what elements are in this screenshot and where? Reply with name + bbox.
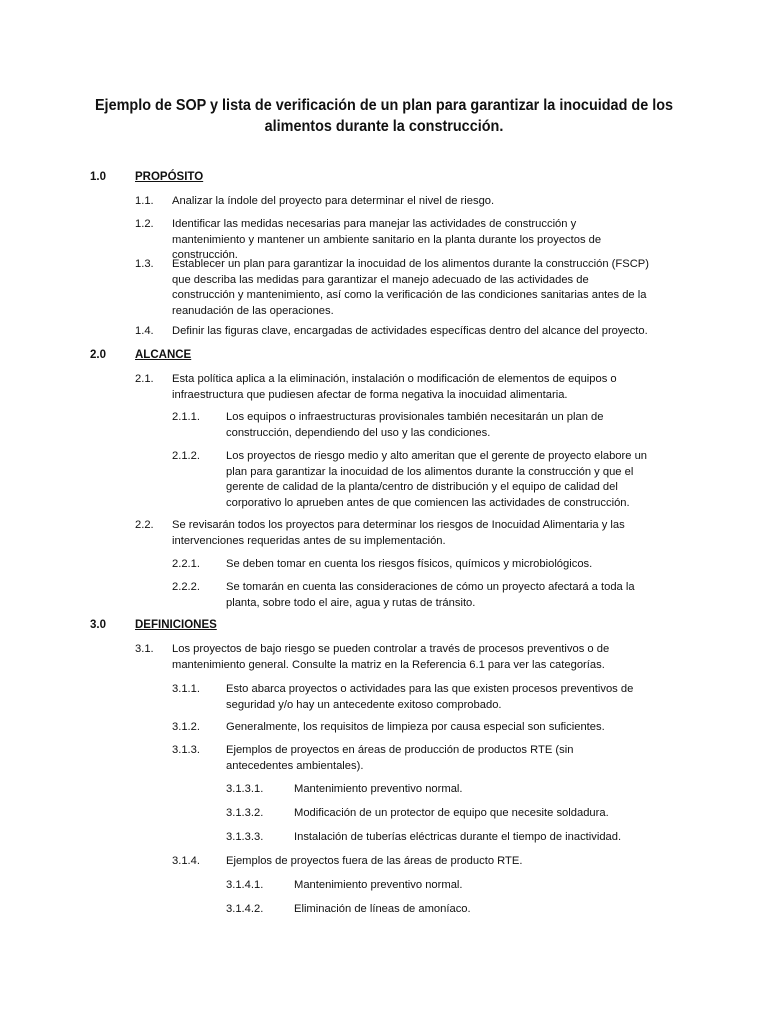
- item-text: Mantenimiento preventivo normal.: [294, 783, 463, 795]
- item-number: 2.1.1.: [172, 411, 200, 423]
- item-text: Los proyectos de riesgo medio y alto ameritan que el gerente de proyecto elabore un plan para garantizar la inocuidad de los alimentos durante la construcción y que el gerente de calidad de la planta/centro de distribución y el equipo de calidad del corporativo lo aprueben antes de que comiencen las actividades de construcción.: [226, 450, 648, 509]
- section-number: 3.0: [90, 619, 106, 631]
- section-number: 2.0: [90, 349, 106, 361]
- item-number: 1.1.: [135, 195, 154, 207]
- item-text: Establecer un plan para garantizar la inocuidad de los alimentos durante la construcción (FSCP) que describa las medidas para garantizar el manejo adecuado de las actividades de construcción y mantenimiento, así como la verificación de las condiciones sanitarias antes de la reanudación de las operaciones.: [172, 258, 649, 317]
- section-title: ALCANCE: [135, 349, 192, 361]
- item-text: Definir las figuras clave, encargadas de actividades específicas dentro del alcance del proyecto.: [172, 325, 648, 337]
- item-text: Instalación de tuberías eléctricas durante el tiempo de inactividad.: [294, 831, 622, 843]
- item-number: 1.3.: [135, 258, 154, 270]
- item-number: 3.1.2.: [172, 721, 200, 733]
- item-text: Los proyectos de bajo riesgo se pueden controlar a través de procesos preventivos o de mantenimiento general. Consulte la matriz en la Referencia 6.1 para ver las categorías.: [172, 643, 610, 671]
- item-number: 2.2.2.: [172, 581, 200, 593]
- item-text: Ejemplos de proyectos fuera de las áreas de producto RTE.: [226, 855, 523, 867]
- item-text: Mantenimiento preventivo normal.: [294, 879, 463, 891]
- item-text: Se deben tomar en cuenta los riesgos físicos, químicos y microbiológicos.: [226, 558, 593, 570]
- item-number: 3.1.3.3.: [226, 831, 264, 843]
- item-number: 1.4.: [135, 325, 154, 337]
- item-number: 3.1.1.: [172, 683, 200, 695]
- item-number: 1.2.: [135, 218, 154, 230]
- item-text: Eliminación de líneas de amoníaco.: [294, 903, 471, 915]
- item-text: Modificación de un protector de equipo que necesite soldadura.: [294, 807, 609, 819]
- section-title: DEFINICIONES: [135, 619, 217, 631]
- item-number: 3.1.4.1.: [226, 879, 264, 891]
- item-text: Ejemplos de proyectos en áreas de producción de productos RTE (sin antecedentes ambientales).: [226, 744, 574, 772]
- section-title: PROPÓSITO: [135, 171, 204, 183]
- item-number: 2.2.1.: [172, 558, 200, 570]
- section-number: 1.0: [90, 171, 106, 183]
- item-number: 3.1.4.: [172, 855, 200, 867]
- document-title: Ejemplo de SOP y lista de verificación de un plan para garantizar la inocuidad de los alimentos durante la construcción.: [94, 97, 674, 135]
- item-text: Esta política aplica a la eliminación, instalación o modificación de elementos de equipos o infraestructura que pudiesen afectar de forma negativa la inocuidad alimentaria.: [172, 373, 617, 401]
- item-number: 3.1.3.1.: [226, 783, 264, 795]
- item-number: 2.1.: [135, 373, 154, 385]
- item-text: Se tomarán en cuenta las consideraciones de cómo un proyecto afectará a toda la planta, sobre todo el aire, agua y rutas de tránsito.: [226, 581, 635, 609]
- item-number: 3.1.4.2.: [226, 903, 264, 915]
- item-number: 2.1.2.: [172, 450, 200, 462]
- item-text: Generalmente, los requisitos de limpieza por causa especial son suficientes.: [226, 721, 605, 733]
- item-text: Los equipos o infraestructuras provisionales también necesitarán un plan de construcción, dependiendo del uso y las condiciones.: [226, 411, 604, 439]
- item-text: Se revisarán todos los proyectos para determinar los riesgos de Inocuidad Alimentaria y las intervenciones requeridas antes de su implementación.: [172, 519, 625, 547]
- item-number: 3.1.3.2.: [226, 807, 264, 819]
- item-number: 3.1.: [135, 643, 154, 655]
- item-text: Esto abarca proyectos o actividades para las que existen procesos preventivos de seguridad y/o hay un antecedente exitoso comprobado.: [226, 683, 634, 711]
- item-text: Identificar las medidas necesarias para manejar las actividades de construcción y mantenimiento y mantener un ambiente sanitario en la planta durante los proyectos de construcción.: [172, 218, 602, 261]
- item-number: 2.2.: [135, 519, 154, 531]
- item-text: Analizar la índole del proyecto para determinar el nivel de riesgo.: [172, 195, 495, 207]
- item-number: 3.1.3.: [172, 744, 200, 756]
